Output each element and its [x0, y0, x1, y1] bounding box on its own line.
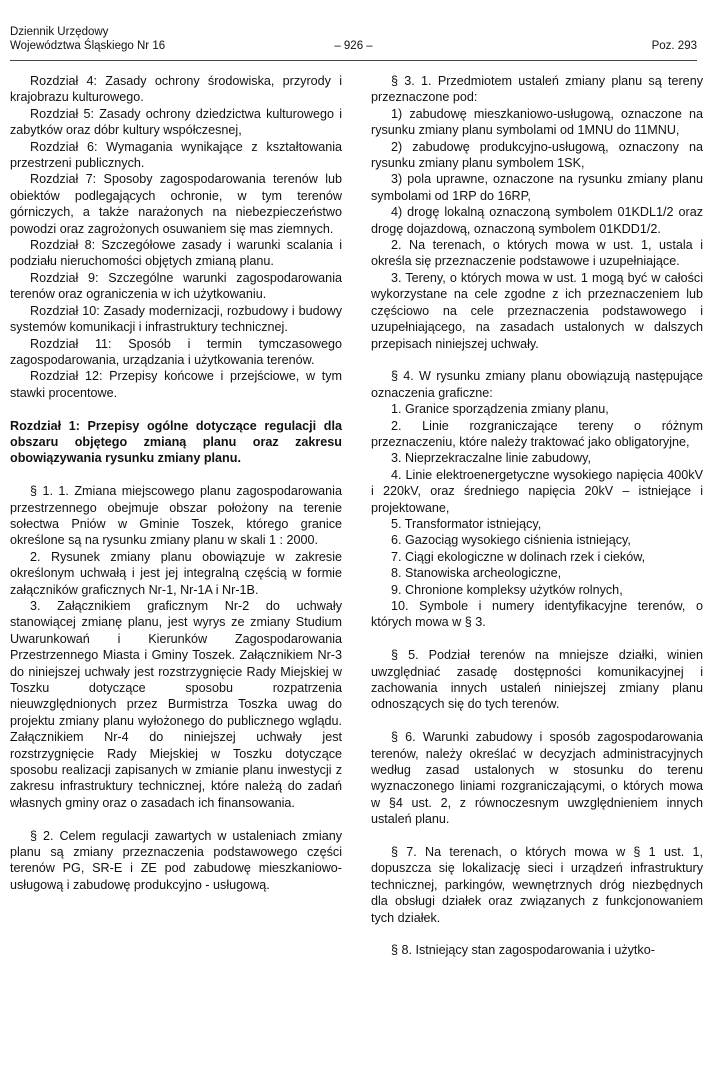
paragraph: 2. Rysunek zmiany planu obowiązuje w zakresie określonym uchwałą i jest jej integralną częścią w formie załączników graficznych Nr-1, Nr-1A i Nr-1B. [10, 549, 342, 597]
list-item: 9. Chronione kompleksy użytków rolnych, [391, 582, 623, 597]
paragraph: § 3. 1. Przedmiotem ustaleń zmiany planu są tereny przeznaczone pod: [371, 74, 703, 105]
list-item: 4) drogę lokalną oznaczoną symbolem 01KDL1/2 oraz drogę dojazdową, oznaczoną symbolem 01KDD1/2. [371, 205, 703, 236]
paragraph: 3. Załącznikiem graficznym Nr-2 do uchwały stanowiącej zmianę planu, jest wyrys ze zmiany Studium Uwarunkowań i Kierunków Zagospodarowania Przestrzennego Miasta i Gminy Toszek. Załącznikiem Nr-3 do niniejszej uchwały jest rozstrzygnięcie Rady Miejskiej w Toszku dotyczące sposobu rozpatrzenia nieuwzględnionych przez Burmistrza Toszka uwag do projektu zmiany planu wyłożonego do publicznego wglądu. Załącznikiem Nr-4 do niniejszej uchwały jest rozstrzygnięcie Rady Miejskiej w Toszku dotyczące sposobu realizacji zapisanych w zmianie planu inwestycji z zakresu infrastruktury technicznej, które należą do zadań własnych gminy oraz o zasadach ich finansowania. [10, 598, 342, 810]
left-column [10, 73, 342, 893]
page-number: – 926 – [334, 40, 373, 52]
chapter-heading: Rozdział 1: Przepisy ogólne dotyczące regulacji dla obszaru objętego zmianą planu oraz zakresu obowiązywania rysunku zmiany planu. [10, 418, 342, 466]
paragraph: § 5. Podział terenów na mniejsze działki, winien uwzględniać zasadę dostępności komunikacyjnej i zachowania innych ustaleń niniejszej zmiany planu odnoszących się do tych terenów. [371, 648, 703, 712]
journal-name: Dziennik Urzędowy [10, 26, 109, 38]
paragraph: § 8. Istniejący stan zagospodarowania i użytko- [391, 943, 655, 958]
journal-issue: Województwa Śląskiego Nr 16 [10, 40, 166, 52]
list-item: 7. Ciągi ekologiczne w dolinach rzek i cieków, [391, 549, 646, 564]
paragraph: § 6. Warunki zabudowy i sposób zagospodarowania terenów, należy określać w decyzjach administracyjnych według zasad ustalonych w stosunku do terenu wyznaczonego liniami rozgraniczającymi, o których mowa w §4 ust. 2, z równoczesnym uwzględnieniem innych ustaleń planu. [371, 730, 703, 827]
list-item: 4. Linie elektroenergetyczne wysokiego napięcia 400kV i 220kV, oraz średniego napięcia 20kV – istniejące i projektowane, [371, 467, 703, 515]
paragraph: Rozdział 10: Zasady modernizacji, rozbudowy i budowy systemów komunikacji i infrastruktury technicznej. [10, 303, 342, 335]
list-item: 6. Gazociąg wysokiego ciśnienia istniejący, [391, 533, 631, 548]
position-label: Poz. 293 [651, 40, 697, 52]
paragraph: 3. Tereny, o których mowa w ust. 1 mogą być w całości wykorzystane na cele zgodne z ich przeznaczeniem lub częściowo na cele przeznaczenia podstawowego i uzupełniającego, na zasadach ustalonych w dalszych przepisach niniejszej uchwały. [371, 270, 703, 351]
list-item: 1) zabudowę mieszkaniowo-usługową, oznaczone na rysunku zmiany planu symbolami od 1MNU do 11MNU, [371, 106, 703, 138]
right-column [371, 73, 703, 959]
paragraph: Rozdział 12: Przepisy końcowe i przejściowe, w tym stawki procentowe. [10, 369, 342, 400]
paragraph: Rozdział 4: Zasady ochrony środowiska, przyrody i krajobrazu kulturowego. [10, 74, 342, 105]
paragraph: § 4. W rysunku zmiany planu obowiązują następujące oznaczenia graficzne: [371, 369, 703, 400]
paragraph: Rozdział 8: Szczegółowe zasady i warunki scalania i podziału nieruchomości objętych zmianą planu. [10, 238, 342, 269]
list-item: 2) zabudowę produkcyjno-usługową, oznaczony na rysunku zmiany planu symbolem 1SK, [371, 139, 703, 171]
paragraph: § 2. Celem regulacji zawartych w ustaleniach zmiany planu są zmiany przeznaczenia podstawowego części terenów PG, SR-E i ZE pod zabudowę mieszkaniowo-usługową i zabudowę produkcyjno - usługową. [10, 828, 342, 892]
paragraph: Rozdział 11: Sposób i termin tymczasowego zagospodarowania, urządzania i użytkowania terenów. [10, 336, 342, 367]
list-item: 3. Nieprzekraczalne linie zabudowy, [391, 451, 591, 466]
page-header [10, 22, 697, 61]
paragraph: Rozdział 7: Sposoby zagospodarowania terenów lub obiektów podlegających ochronie, w tym terenów górniczych, a także narażonych na niebezpieczeństwo powodzi oraz zagrożonych osuwaniem się mas ziemnych. [10, 172, 342, 236]
list-item: 2. Linie rozgraniczające tereny o różnym przeznaczeniu, które należy traktować jako obligatoryjne, [371, 418, 703, 449]
paragraph: Rozdział 5: Zasady ochrony dziedzictwa kulturowego i zabytków oraz dóbr kultury współczesnej, [10, 106, 342, 138]
list-item: 8. Stanowiska archeologiczne, [391, 566, 562, 581]
list-item: 10. Symbole i numery identyfikacyjne terenów, o których mowa w § 3. [371, 598, 703, 630]
list-item: 3) pola uprawne, oznaczone na rysunku zmiany planu symbolami od 1RP do 16RP, [371, 172, 703, 203]
list-item: 5. Transformator istniejący, [391, 516, 542, 531]
paragraph: § 7. Na terenach, o których mowa w § 1 ust. 1, dopuszcza się lokalizację sieci i urządzeń infrastruktury technicznej, parkingów, wewnętrznych dróg niezbędnych dla obsługi działek oraz związanych z funkcjonowaniem tych działek. [371, 845, 703, 925]
list-item: 1. Granice sporządzenia zmiany planu, [391, 402, 609, 417]
paragraph: 2. Na terenach, o których mowa w ust. 1, ustala i określa się przeznaczenie podstawowe i uzupełniające. [371, 238, 703, 269]
paragraph: § 1. 1. Zmiana miejscowego planu zagospodarowania przestrzennego obejmuje obszar położony na terenie sołectwa Pniów w Gminie Toszek, którego granice określone są na rysunku zmiany planu w skali 1 : 2000. [10, 484, 342, 548]
paragraph: Rozdział 6: Wymagania wynikające z kształtowania przestrzeni publicznych. [10, 139, 342, 171]
paragraph: Rozdział 9: Szczególne warunki zagospodarowania terenów oraz ograniczenia w ich użytkowaniu. [10, 270, 342, 302]
